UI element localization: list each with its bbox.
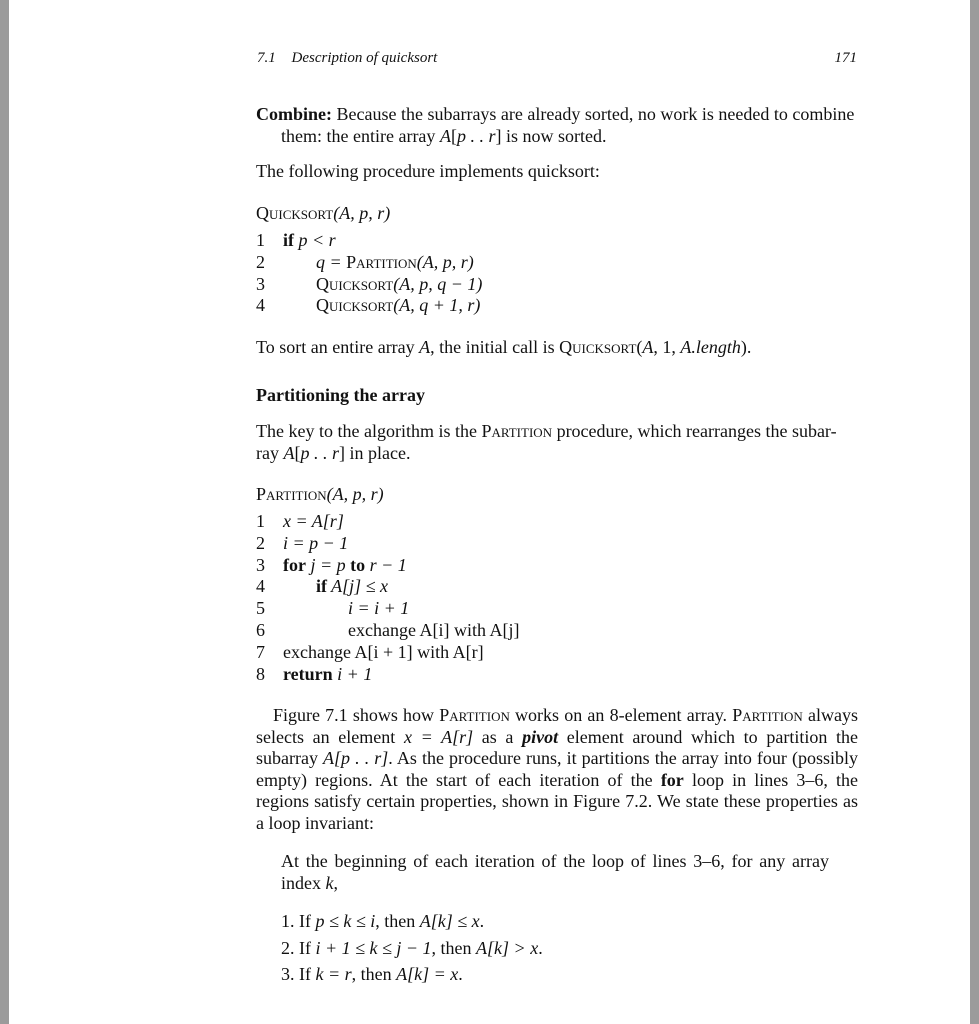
- code-text: p < r: [294, 230, 336, 250]
- line-number: 7: [256, 641, 265, 662]
- initial-call-text: [256, 337, 858, 359]
- math-text: A[k] > x: [476, 937, 539, 958]
- body-text: . As the procedure runs, it partitions the array into four (possibly empty) regions. At the start of each iteration of the: [256, 748, 858, 790]
- math-text: k: [325, 872, 334, 893]
- combine-math: A: [439, 125, 451, 146]
- body-text: .: [458, 964, 463, 984]
- body-text: ] in place.: [339, 442, 411, 463]
- code-text: i = p − 1: [283, 532, 349, 553]
- key-paragraph: [256, 421, 858, 464]
- body-text: , then: [351, 964, 397, 984]
- line-number: 2: [256, 251, 265, 272]
- code-text: j = p: [305, 554, 351, 575]
- book-page: [9, 0, 970, 1024]
- call-args: (A, q + 1, r): [393, 295, 481, 316]
- body-text: The key to the algorithm is the: [256, 421, 482, 441]
- body-text: 3. If: [281, 964, 316, 984]
- list-item: [281, 908, 543, 935]
- code-text: i = i + 1: [348, 598, 410, 619]
- partition-signature: [256, 484, 384, 505]
- list-item: [281, 961, 543, 988]
- procedure-params: (A, p, r): [326, 484, 384, 504]
- line-number: 4: [256, 295, 265, 316]
- section-number: 7.1: [257, 50, 276, 66]
- keyword: for: [660, 769, 684, 790]
- procedure-call: Quicksort: [316, 273, 394, 294]
- keyword: return: [283, 663, 333, 684]
- line-number: 1: [256, 230, 265, 250]
- math-text: p ≤ k ≤ i: [315, 911, 376, 931]
- running-header: [257, 50, 857, 67]
- keyword: if: [316, 576, 327, 597]
- body-text: To sort an entire array: [256, 337, 420, 357]
- procedure-name: Partition: [256, 484, 327, 504]
- combine-line1: Because the subarrays are already sorted, no work is needed to combine: [336, 104, 855, 124]
- page-number: 171: [834, 50, 857, 66]
- keyword: to: [350, 554, 366, 575]
- line-number: 3: [256, 554, 265, 575]
- procedure-params: (A, p, r): [333, 203, 391, 223]
- combine-label: Combine:: [256, 104, 332, 124]
- body-text: , 1,: [653, 337, 681, 357]
- math-text: A.length: [680, 337, 741, 357]
- math-text: k = r: [315, 964, 352, 984]
- math-text: A[k] ≤ x: [419, 911, 480, 931]
- code-text: A[j] ≤ x: [327, 576, 389, 597]
- body-text: as a: [473, 726, 523, 747]
- body-text: ).: [740, 337, 752, 357]
- body-text: ray: [256, 442, 284, 463]
- quicksort-signature: [256, 203, 390, 224]
- math-text: i + 1 ≤ k ≤ j − 1: [315, 937, 432, 958]
- body-text: , then: [375, 911, 420, 931]
- call-args: (A, p, r): [416, 251, 474, 272]
- math-text: A: [419, 337, 431, 357]
- combine-math: p . . r: [456, 125, 496, 146]
- code-text: i + 1: [332, 663, 373, 684]
- body-text: always selects an element: [256, 705, 858, 747]
- combine-text: [: [450, 125, 457, 146]
- body-text: At the beginning of each iteration of the loop of lines 3–6, for any array index: [281, 851, 829, 893]
- figure-paragraph: [256, 705, 858, 834]
- procedure-name: Quicksort: [256, 203, 334, 223]
- line-number: 2: [256, 532, 265, 553]
- math-text: A: [283, 442, 295, 463]
- procedure-name: Partition: [481, 421, 553, 441]
- math-text: A[p . . r]: [323, 748, 389, 768]
- body-text: (: [636, 337, 643, 357]
- body-text: , then: [431, 937, 477, 958]
- invariant-list: [281, 908, 543, 988]
- procedure-call: Quicksort: [316, 295, 394, 316]
- line-number: 8: [256, 663, 265, 684]
- procedure-call: Partition: [346, 251, 417, 272]
- procedure-name: Partition: [439, 705, 510, 725]
- keyword: for: [283, 554, 306, 575]
- body-text: [: [294, 442, 301, 463]
- body-text: works on an 8-element array.: [509, 705, 733, 725]
- code-text: q =: [316, 251, 347, 272]
- math-text: p . . r: [300, 442, 339, 463]
- body-text: element around which to partition the subarray: [256, 726, 858, 768]
- body-text: ,: [333, 872, 338, 893]
- line-number: 4: [256, 576, 265, 597]
- loop-invariant: [281, 851, 829, 894]
- line-number: 6: [256, 619, 265, 640]
- body-text: 1. If: [281, 911, 316, 931]
- math-text: A[k] = x: [396, 964, 459, 984]
- body-text: , the initial call is: [430, 337, 560, 357]
- list-item: [281, 935, 543, 962]
- call-args: (A, p, q − 1): [393, 273, 483, 294]
- math-text: x = A[r]: [403, 726, 474, 747]
- code-text: exchange A[i + 1] with A[r]: [283, 641, 484, 662]
- code-text: x = A[r]: [283, 511, 344, 531]
- code-text: exchange A[i] with A[j]: [348, 619, 520, 640]
- body-text: loop in lines 3–6, the regions satisfy certain properties, shown in Figure 7.2. We state these properties as a loop invariant:: [256, 769, 858, 833]
- section-title: Description of quicksort: [291, 50, 438, 66]
- body-text: 2. If: [281, 937, 316, 958]
- combine-text: them: the entire array: [281, 125, 440, 146]
- body-text: procedure, which rearranges the subar-: [552, 421, 837, 441]
- body-text: .: [538, 937, 543, 958]
- procedure-name: Partition: [732, 705, 803, 725]
- combine-paragraph: [256, 104, 858, 147]
- emphasis-term: pivot: [522, 726, 559, 747]
- body-text: .: [479, 911, 485, 931]
- keyword: if: [283, 230, 294, 250]
- line-number: 1: [256, 511, 265, 531]
- code-text: r − 1: [365, 554, 407, 575]
- procedure-name: Quicksort: [559, 337, 637, 357]
- section-heading: Partitioning the array: [256, 385, 425, 405]
- line-number: 5: [256, 598, 265, 619]
- line-number: 3: [256, 273, 265, 294]
- following-text: The following procedure implements quicksort:: [256, 161, 600, 181]
- math-text: A: [642, 337, 654, 357]
- body-text: Figure 7.1 shows how: [273, 705, 440, 725]
- combine-text: ] is now sorted.: [495, 125, 607, 146]
